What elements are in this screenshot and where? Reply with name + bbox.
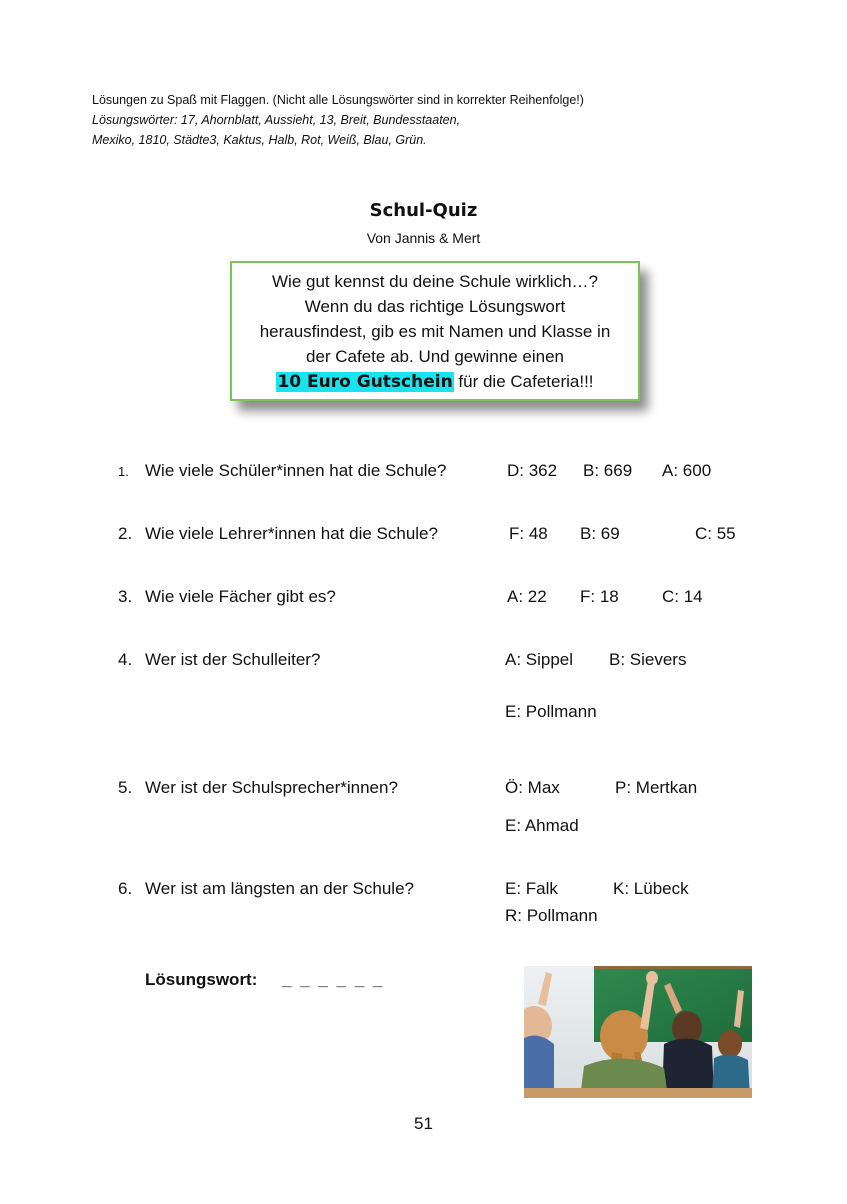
info-line-3: herausfindest, gib es mit Namen und Klasse in [259,322,611,341]
question-text: Wie viele Schüler*innen hat die Schule? [145,461,447,480]
quiz-title: Schul-Quiz [369,200,478,221]
answer-option: F: 18 [580,587,619,606]
question-number: 5. [118,778,133,797]
question-number: 1. [118,464,129,479]
quiz-authors: Von Jannis & Mert [366,230,481,246]
question-text: Wie viele Lehrer*innen hat die Schule? [145,524,438,543]
solution-word-blank: _ _ _ _ _ _ [282,970,385,989]
voucher-highlight: 10 Euro Gutschein [277,372,453,392]
question-text: Wer ist am längsten an der Schule? [145,879,414,898]
answer-option: B: Sievers [609,650,687,669]
solutions-words-line2: Mexiko, 1810, Städte3, Kaktus, Halb, Rot, Weiß, Blau, Grün. [92,133,427,147]
answer-option: E: Falk [505,879,558,898]
answer-option: B: 69 [580,524,620,543]
answer-option: P: Mertkan [615,778,698,797]
solutions-text [92,90,692,150]
info-line-4: der Cafete ab. Und gewinne einen [305,347,564,366]
question-text: Wer ist der Schulsprecher*innen? [145,778,398,797]
info-line-1: Wie gut kennst du deine Schule wirklich…? [272,272,598,291]
answer-option: A: Sippel [505,650,574,669]
answer-option: A: 600 [662,461,712,480]
answer-option: Ö: Max [505,778,560,797]
classroom-photo [524,966,752,1098]
answer-option: K: Lübeck [613,879,689,898]
answer-option: E: Ahmad [505,816,579,835]
answer-option: F: 48 [509,524,548,543]
answer-option: R: Pollmann [505,906,598,925]
answer-option: B: 669 [583,461,633,480]
question-number: 4. [118,650,133,669]
question-text: Wie viele Fächer gibt es? [145,587,336,606]
info-line-5-rest: für die Cafeteria!!! [453,372,594,391]
question-number: 3. [118,587,133,606]
answer-option: D: 362 [507,461,558,480]
question-number: 6. [118,879,133,898]
question-number: 2. [118,524,133,543]
solutions-intro: Lösungen zu Spaß mit Flaggen. (Nicht alle Lösungswörter sind in korrekter Reihenfolge!) [92,93,584,107]
solution-word-label: Lösungswort: [145,970,258,989]
solutions-words-line1: Lösungswörter: 17, Ahornblatt, Aussieht, 13, Breit, Bundesstaaten, [92,113,461,127]
info-box [230,261,640,401]
info-line-5 [232,369,638,395]
answer-option: C: 55 [695,524,736,543]
info-line-2: Wenn du das richtige Lösungswort [304,297,566,316]
answer-option: C: 14 [662,587,703,606]
question-text: Wer ist der Schulleiter? [145,650,321,669]
page-number: 51 [414,1114,433,1133]
answer-option: A: 22 [507,587,547,606]
answer-option: E: Pollmann [505,702,597,721]
